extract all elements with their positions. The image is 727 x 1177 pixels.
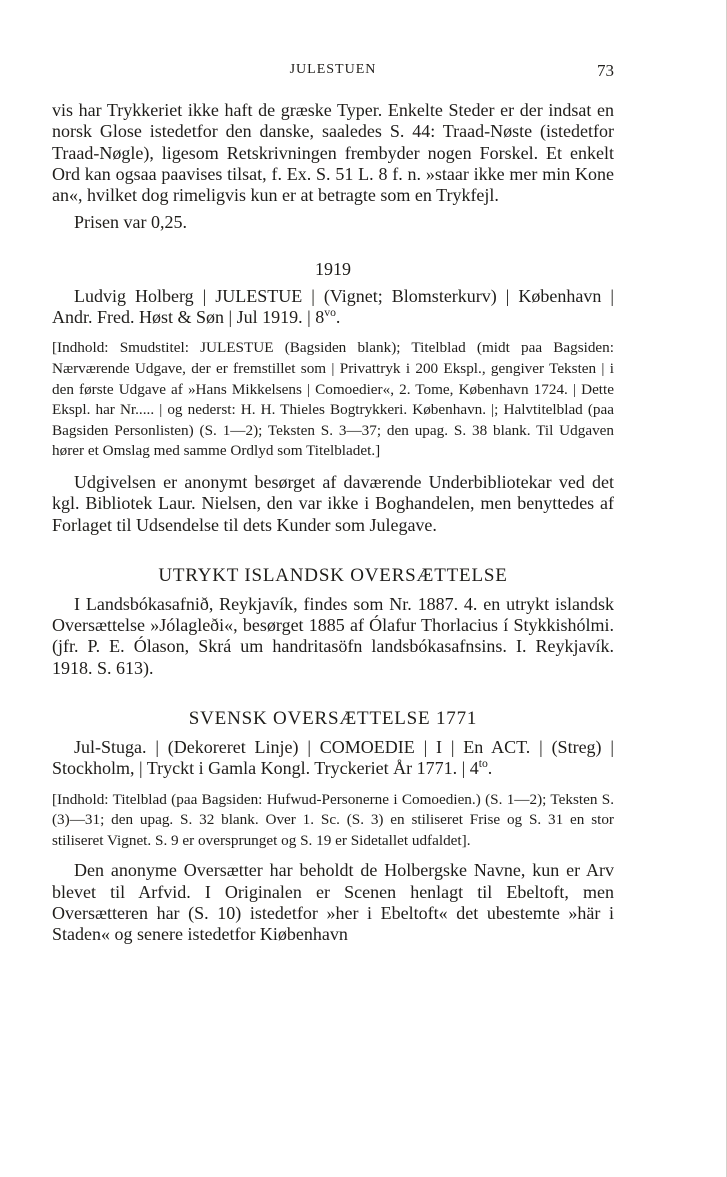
paragraph-udgivelsen: Udgivelsen er anonymt besørget af daværende Underbibliotekar ved det kgl. Bibliotek Laur. Nielsen, den var ikke i Boghandelen, men benyttedes af Forlaget til Udsendelse til dets Kunder som Julegave. [52,471,614,535]
entry-1771-text: Jul-Stuga. | (Dekoreret Linje) | COMOEDIE | I | En ACT. | (Streg) | Stockholm, | Tryckt i Gamla Kongl. Tryckeriet År 1771. | 4 [52,737,614,779]
section-heading-svensk: SVENSK OVERSÆTTELSE 1771 [188,708,478,730]
page-number: 73 [597,61,614,80]
bibliographic-entry-1919 [52,286,614,329]
paragraph-islandsk: I Landsbókasafnið, Reykjavík, findes som Nr. 1887. 4. en utrykt islandsk Oversættelse »Jólagleði«, besørget 1885 af Ólafur Thorlacius í Stykkishólmi. (jfr. P. E. Ólason, Skrá um handritasöfn landsbókasafnsins. I. Reykjavík. 1918. S. 613). [52,593,614,678]
paragraph-continued: vis har Trykkeriet ikke haft de græske Typer. Enkelte Steder er der indsat en norsk Glose istedetfor den danske, saaledes S. 44: Traad-Nøste (istedetfor Traad-Nøgle), ligesom Retskrivningen frembyder nogen Forskel. Et enkelt Ord kan ogsaa paavises tilsat, f. Ex. S. 51 L. 8 f. n. »staar ikke mer min Kone an«, hvilket dog rimeligvis kun er at betragte som en Trykfejl. [52,100,614,206]
page-body [52,100,614,946]
section-heading-islandsk: UTRYKT ISLANDSK OVERSÆTTELSE [158,564,508,586]
entry-1919-end: . [335,307,341,328]
entry-1919-format-sup: vo [324,306,336,320]
contents-note-1771: [Indhold: Titelblad (paa Bagsiden: Hufwud-Personerne i Comoedien.) (S. 1—2); Teksten S. (3)—31; den upag. S. 32 blank. Over 1. Sc. (S. 3) en stiliseret Frise og S. 31 en stor stiliseret Vignet. S. 9 er oversprunget og S. 19 er Sidetallet udfaldet]. [52,790,614,849]
page-header [52,62,614,84]
contents-note-1919: [Indhold: Smudstitel: JULESTUE (Bagsiden blank); Titelblad (midt paa Bagsiden: Nærværende Udgave, der er fremstillet som | Privattryk i 200 Ekspl., gengiver Teksten | i den første Udgave af »Hans Mikkelsens | Comoedier«, 2. Tome, København 1724. | Dette Ekspl. har Nr..... | og nederst: H. H. Thieles Bogtrykkeri. København. |; Halvtitelblad (paa Bagsiden Personlisten) (S. 1—2); Teksten S. 3—37; den upag. S. 38 blank. Til Udgaven hører et Omslag med samme Ordlyd som Titelbladet.] [52,339,614,460]
year-heading-1919: 1919 [315,258,351,279]
running-title: JULESTUEN [289,62,377,77]
entry-1919-text: Ludvig Holberg | JULESTUE | (Vignet; Blomsterkurv) | København | Andr. Fred. Høst & Søn | Jul 1919. | 8 [52,285,614,328]
entry-1771-end: . [487,758,493,779]
price-line: Prisen var 0,25. [74,212,187,233]
paragraph-final: Den anonyme Oversætter har beholdt de Holbergske Navne, kun er Arv blevet til Arfvid. I Originalen er Scenen henlagt til Ebeltoft, men Oversætteren har (S. 10) istedetfor »her i Ebeltoft« det ubestemte »här i Staden« og senere istedetfor Kiøbenhavn [52,860,614,945]
entry-1771-format-sup: to [478,757,488,771]
bibliographic-entry-1771 [52,737,614,780]
